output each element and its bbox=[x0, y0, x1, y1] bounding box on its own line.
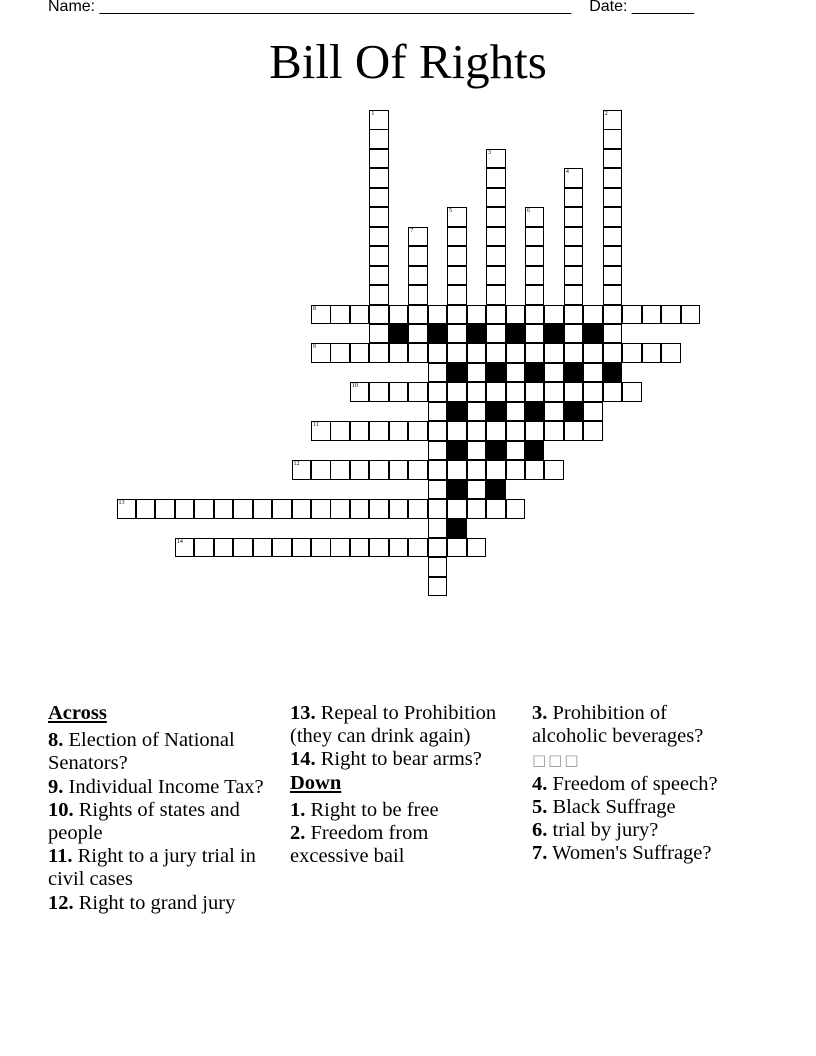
grid-cell[interactable] bbox=[330, 305, 350, 325]
grid-cell[interactable] bbox=[603, 110, 623, 130]
grid-cell[interactable] bbox=[350, 538, 370, 558]
grid-cell[interactable] bbox=[369, 305, 389, 325]
grid-block bbox=[486, 480, 506, 500]
clue-number: 4 bbox=[565, 169, 569, 176]
grid-cell[interactable] bbox=[253, 538, 273, 558]
grid-cell[interactable] bbox=[544, 343, 564, 363]
grid-cell[interactable] bbox=[506, 499, 526, 519]
grid-cell[interactable] bbox=[447, 207, 467, 227]
grid-block bbox=[603, 363, 623, 383]
grid-cell[interactable] bbox=[369, 421, 389, 441]
grid-cell[interactable] bbox=[564, 324, 584, 344]
clue-number: 10 bbox=[351, 383, 358, 390]
grid-cell[interactable] bbox=[117, 499, 137, 519]
grid-cell[interactable] bbox=[194, 499, 214, 519]
grid-cell[interactable] bbox=[408, 343, 428, 363]
grid-cell[interactable] bbox=[369, 246, 389, 266]
grid-cell[interactable] bbox=[447, 266, 467, 286]
grid-cell[interactable] bbox=[428, 343, 448, 363]
grid-cell[interactable] bbox=[447, 382, 467, 402]
grid-cell[interactable] bbox=[564, 246, 584, 266]
grid-cell[interactable] bbox=[564, 168, 584, 188]
grid-cell[interactable] bbox=[564, 266, 584, 286]
grid-cell[interactable] bbox=[583, 382, 603, 402]
grid-block bbox=[486, 402, 506, 422]
grid-block bbox=[486, 441, 506, 461]
grid-cell[interactable] bbox=[369, 207, 389, 227]
grid-cell[interactable] bbox=[408, 227, 428, 247]
clue-number: 9 bbox=[313, 344, 316, 351]
grid-cell[interactable] bbox=[467, 441, 487, 461]
clue-down-2: 2. Freedom from excessive bail bbox=[290, 822, 429, 868]
grid-cell[interactable] bbox=[603, 285, 623, 305]
grid-cell[interactable] bbox=[467, 402, 487, 422]
grid-cell[interactable] bbox=[428, 441, 448, 461]
grid-cell[interactable] bbox=[369, 168, 389, 188]
clue-across-8: 8. Election of National Senators? bbox=[48, 729, 235, 775]
grid-block bbox=[447, 518, 467, 538]
grid-cell[interactable] bbox=[428, 402, 448, 422]
grid-cell[interactable] bbox=[428, 480, 448, 500]
grid-cell[interactable] bbox=[350, 460, 370, 480]
grid-cell[interactable] bbox=[330, 343, 350, 363]
clue-number: 5 bbox=[449, 208, 453, 215]
grid-cell[interactable] bbox=[194, 538, 214, 558]
clue-across-10: 10. Rights of states and people bbox=[48, 798, 240, 845]
clues-column-2 bbox=[290, 702, 510, 868]
grid-cell[interactable] bbox=[525, 246, 545, 266]
clue-across-12: 12. Right to grand jury bbox=[48, 891, 236, 914]
grid-cell[interactable] bbox=[622, 305, 642, 325]
grid-cell[interactable] bbox=[525, 324, 545, 344]
grid-cell[interactable] bbox=[350, 421, 370, 441]
grid-block bbox=[447, 480, 467, 500]
name-field[interactable]: Name: _____________________________________________________ bbox=[48, 0, 572, 15]
grid-cell[interactable] bbox=[583, 343, 603, 363]
grid-cell[interactable] bbox=[467, 343, 487, 363]
grid-cell[interactable] bbox=[525, 227, 545, 247]
grid-cell[interactable] bbox=[681, 305, 701, 325]
grid-cell[interactable] bbox=[525, 421, 545, 441]
grid-cell[interactable] bbox=[467, 480, 487, 500]
grid-cell[interactable] bbox=[486, 168, 506, 188]
grid-cell[interactable] bbox=[486, 149, 506, 169]
grid-cell[interactable] bbox=[311, 343, 331, 363]
grid-cell[interactable] bbox=[408, 499, 428, 519]
clue-down-3: 3. Prohibition of alcoholic beverages? □□□ bbox=[532, 702, 747, 773]
grid-block bbox=[525, 363, 545, 383]
grid-cell[interactable] bbox=[603, 129, 623, 149]
puzzle-title: Bill Of Rights bbox=[269, 34, 547, 89]
grid-cell[interactable] bbox=[525, 460, 545, 480]
grid-cell[interactable] bbox=[350, 305, 370, 325]
grid-cell[interactable] bbox=[428, 382, 448, 402]
grid-cell[interactable] bbox=[603, 324, 623, 344]
grid-cell[interactable] bbox=[486, 207, 506, 227]
grid-cell[interactable] bbox=[583, 363, 603, 383]
clue-number: 13 bbox=[118, 500, 125, 506]
clue-down-1: 1. Right to be free bbox=[290, 798, 439, 821]
grid-cell[interactable] bbox=[253, 499, 273, 519]
grid-cell[interactable] bbox=[642, 305, 662, 325]
date-field[interactable]: Date: _______ bbox=[589, 0, 695, 15]
grid-block bbox=[467, 324, 487, 344]
clue-number: 6 bbox=[526, 208, 530, 215]
grid-cell[interactable] bbox=[447, 343, 467, 363]
grid-block bbox=[506, 324, 526, 344]
grid-cell[interactable] bbox=[369, 499, 389, 519]
grid-cell[interactable] bbox=[389, 499, 409, 519]
clue-across-9: 9. Individual Income Tax? bbox=[48, 775, 264, 798]
grid-cell[interactable] bbox=[447, 460, 467, 480]
grid-cell[interactable] bbox=[486, 421, 506, 441]
grid-cell[interactable] bbox=[603, 149, 623, 169]
grid-cell[interactable] bbox=[603, 207, 623, 227]
grid-cell[interactable] bbox=[428, 499, 448, 519]
clue-down-6: 6. trial by jury? bbox=[532, 819, 659, 842]
grid-cell[interactable] bbox=[486, 343, 506, 363]
grid-cell[interactable] bbox=[214, 499, 234, 519]
grid-block bbox=[525, 441, 545, 461]
grid-cell[interactable] bbox=[369, 227, 389, 247]
clue-number: 14 bbox=[176, 538, 183, 545]
grid-cell[interactable] bbox=[389, 538, 409, 558]
grid-cell[interactable] bbox=[564, 421, 584, 441]
grid-cell[interactable] bbox=[330, 538, 350, 558]
grid-cell[interactable] bbox=[428, 421, 448, 441]
grid-cell[interactable] bbox=[564, 227, 584, 247]
grid-cell[interactable] bbox=[486, 266, 506, 286]
grid-cell[interactable] bbox=[525, 305, 545, 325]
grid-cell[interactable] bbox=[544, 382, 564, 402]
grid-block bbox=[564, 363, 584, 383]
grid-cell[interactable] bbox=[525, 382, 545, 402]
grid-cell[interactable] bbox=[564, 285, 584, 305]
clue-number: 11 bbox=[313, 422, 319, 429]
clue-across-11: 11. Right to a jury trial in civil cases bbox=[48, 845, 256, 891]
grid-cell[interactable] bbox=[603, 343, 623, 363]
down-heading: Down bbox=[290, 771, 342, 794]
grid-block bbox=[486, 363, 506, 383]
grid-cell[interactable] bbox=[330, 421, 350, 441]
grid-cell[interactable] bbox=[583, 305, 603, 325]
grid-cell[interactable] bbox=[467, 382, 487, 402]
grid-cell[interactable] bbox=[506, 305, 526, 325]
grid-cell[interactable] bbox=[486, 499, 506, 519]
grid-cell[interactable] bbox=[292, 499, 312, 519]
grid-cell[interactable] bbox=[175, 499, 195, 519]
grid-cell[interactable] bbox=[506, 382, 526, 402]
grid-cell[interactable] bbox=[408, 266, 428, 286]
grid-cell[interactable] bbox=[447, 305, 467, 325]
grid-cell[interactable] bbox=[506, 363, 526, 383]
grid-cell[interactable] bbox=[544, 421, 564, 441]
grid-cell[interactable] bbox=[564, 343, 584, 363]
grid-cell[interactable] bbox=[525, 207, 545, 227]
grid-cell[interactable] bbox=[486, 285, 506, 305]
grid-cell[interactable] bbox=[389, 421, 409, 441]
grid-cell[interactable] bbox=[369, 285, 389, 305]
grid-cell[interactable] bbox=[447, 246, 467, 266]
grid-cell[interactable] bbox=[467, 538, 487, 558]
clue-down-5: 5. Black Suffrage bbox=[532, 795, 676, 818]
grid-cell[interactable] bbox=[311, 421, 331, 441]
clue-number: 7 bbox=[410, 227, 414, 234]
grid-cell[interactable] bbox=[506, 460, 526, 480]
grid-cell[interactable] bbox=[389, 460, 409, 480]
grid-cell[interactable] bbox=[408, 285, 428, 305]
grid-cell[interactable] bbox=[428, 557, 448, 577]
grid-cell[interactable] bbox=[408, 305, 428, 325]
grid-cell[interactable] bbox=[292, 460, 312, 480]
grid-cell[interactable] bbox=[506, 441, 526, 461]
grid-cell[interactable] bbox=[603, 382, 623, 402]
grid-cell[interactable] bbox=[369, 129, 389, 149]
grid-cell[interactable] bbox=[622, 382, 642, 402]
grid-cell[interactable] bbox=[525, 266, 545, 286]
grid-cell[interactable] bbox=[350, 499, 370, 519]
grid-cell[interactable] bbox=[428, 460, 448, 480]
grid-cell[interactable] bbox=[544, 305, 564, 325]
grid-cell[interactable] bbox=[136, 499, 156, 519]
grid-cell[interactable] bbox=[486, 305, 506, 325]
grid-cell[interactable] bbox=[389, 305, 409, 325]
placeholder-boxes: □□□ bbox=[532, 751, 581, 770]
grid-cell[interactable] bbox=[369, 110, 389, 130]
grid-cell[interactable] bbox=[408, 324, 428, 344]
grid-cell[interactable] bbox=[408, 421, 428, 441]
clue-down-7: 7. Women's Suffrage? bbox=[532, 842, 712, 865]
grid-cell[interactable] bbox=[467, 499, 487, 519]
grid-cell[interactable] bbox=[486, 246, 506, 266]
grid-block bbox=[583, 324, 603, 344]
grid-cell[interactable] bbox=[369, 538, 389, 558]
grid-cell[interactable] bbox=[350, 343, 370, 363]
grid-cell[interactable] bbox=[544, 460, 564, 480]
grid-cell[interactable] bbox=[564, 382, 584, 402]
grid-cell[interactable] bbox=[272, 538, 292, 558]
grid-cell[interactable] bbox=[350, 382, 370, 402]
clue-number: 8 bbox=[313, 305, 316, 312]
grid-cell[interactable] bbox=[369, 149, 389, 169]
grid-cell[interactable] bbox=[428, 538, 448, 558]
grid-block bbox=[564, 402, 584, 422]
grid-cell[interactable] bbox=[661, 305, 681, 325]
grid-cell[interactable] bbox=[447, 285, 467, 305]
grid-cell[interactable] bbox=[506, 421, 526, 441]
grid-cell[interactable] bbox=[447, 227, 467, 247]
clues-column-3 bbox=[532, 702, 747, 865]
grid-cell[interactable] bbox=[408, 538, 428, 558]
grid-cell[interactable] bbox=[486, 460, 506, 480]
grid-cell[interactable] bbox=[311, 499, 331, 519]
grid-cell[interactable] bbox=[486, 227, 506, 247]
grid-block bbox=[525, 402, 545, 422]
grid-cell[interactable] bbox=[408, 246, 428, 266]
grid-block bbox=[447, 363, 467, 383]
grid-cell[interactable] bbox=[467, 363, 487, 383]
grid-cell[interactable] bbox=[428, 305, 448, 325]
grid-cell[interactable] bbox=[311, 305, 331, 325]
grid-cell[interactable] bbox=[311, 538, 331, 558]
grid-cell[interactable] bbox=[330, 499, 350, 519]
grid-cell[interactable] bbox=[428, 577, 448, 597]
grid-cell[interactable] bbox=[447, 499, 467, 519]
grid-cell[interactable] bbox=[525, 343, 545, 363]
grid-block bbox=[447, 441, 467, 461]
across-heading: Across bbox=[48, 702, 107, 724]
grid-cell[interactable] bbox=[603, 188, 623, 208]
grid-cell[interactable] bbox=[408, 382, 428, 402]
grid-cell[interactable] bbox=[389, 343, 409, 363]
grid-cell[interactable] bbox=[486, 382, 506, 402]
grid-cell[interactable] bbox=[603, 246, 623, 266]
clue-number: 2 bbox=[604, 111, 608, 117]
grid-cell[interactable] bbox=[583, 402, 603, 422]
grid-cell[interactable] bbox=[603, 266, 623, 286]
grid-cell[interactable] bbox=[661, 343, 681, 363]
grid-block bbox=[428, 324, 448, 344]
grid-cell[interactable] bbox=[486, 188, 506, 208]
grid-cell[interactable] bbox=[369, 460, 389, 480]
grid-cell[interactable] bbox=[564, 207, 584, 227]
clues-column-1 bbox=[48, 702, 278, 915]
grid-cell[interactable] bbox=[428, 363, 448, 383]
grid-cell[interactable] bbox=[369, 324, 389, 344]
grid-cell[interactable] bbox=[175, 538, 195, 558]
grid-cell[interactable] bbox=[155, 499, 175, 519]
grid-cell[interactable] bbox=[564, 305, 584, 325]
grid-cell[interactable] bbox=[467, 421, 487, 441]
grid-cell[interactable] bbox=[642, 343, 662, 363]
clue-number: 1 bbox=[371, 111, 375, 117]
grid-block bbox=[447, 402, 467, 422]
grid-cell[interactable] bbox=[603, 168, 623, 188]
grid-cell[interactable] bbox=[214, 538, 234, 558]
grid-block bbox=[389, 324, 409, 344]
grid-block bbox=[544, 324, 564, 344]
grid-cell[interactable] bbox=[525, 285, 545, 305]
grid-cell[interactable] bbox=[447, 421, 467, 441]
grid-cell[interactable] bbox=[622, 343, 642, 363]
grid-cell[interactable] bbox=[408, 460, 428, 480]
grid-cell[interactable] bbox=[233, 538, 253, 558]
grid-cell[interactable] bbox=[292, 538, 312, 558]
grid-cell[interactable] bbox=[506, 343, 526, 363]
grid-cell[interactable] bbox=[447, 538, 467, 558]
clue-across-13: 13. Repeal to Prohibition (they can drink again) bbox=[290, 702, 497, 748]
grid-cell[interactable] bbox=[330, 460, 350, 480]
clue-number: 3 bbox=[488, 149, 492, 156]
grid-cell[interactable] bbox=[506, 402, 526, 422]
grid-cell[interactable] bbox=[603, 227, 623, 247]
grid-cell[interactable] bbox=[369, 188, 389, 208]
grid-cell[interactable] bbox=[603, 305, 623, 325]
grid-cell[interactable] bbox=[467, 460, 487, 480]
grid-cell[interactable] bbox=[369, 266, 389, 286]
clue-across-14: 14. Right to bear arms? bbox=[290, 748, 482, 771]
grid-cell[interactable] bbox=[583, 421, 603, 441]
grid-cell[interactable] bbox=[467, 305, 487, 325]
grid-cell[interactable] bbox=[311, 460, 331, 480]
clue-down-4: 4. Freedom of speech? bbox=[532, 772, 718, 795]
grid-cell[interactable] bbox=[369, 382, 389, 402]
grid-cell[interactable] bbox=[272, 499, 292, 519]
grid-cell[interactable] bbox=[564, 188, 584, 208]
grid-cell[interactable] bbox=[233, 499, 253, 519]
grid-cell[interactable] bbox=[369, 343, 389, 363]
grid-cell[interactable] bbox=[544, 363, 564, 383]
grid-cell[interactable] bbox=[447, 324, 467, 344]
clue-number: 12 bbox=[293, 461, 300, 468]
grid-cell[interactable] bbox=[428, 518, 448, 538]
grid-cell[interactable] bbox=[486, 324, 506, 344]
grid-cell[interactable] bbox=[389, 382, 409, 402]
grid-cell[interactable] bbox=[544, 402, 564, 422]
